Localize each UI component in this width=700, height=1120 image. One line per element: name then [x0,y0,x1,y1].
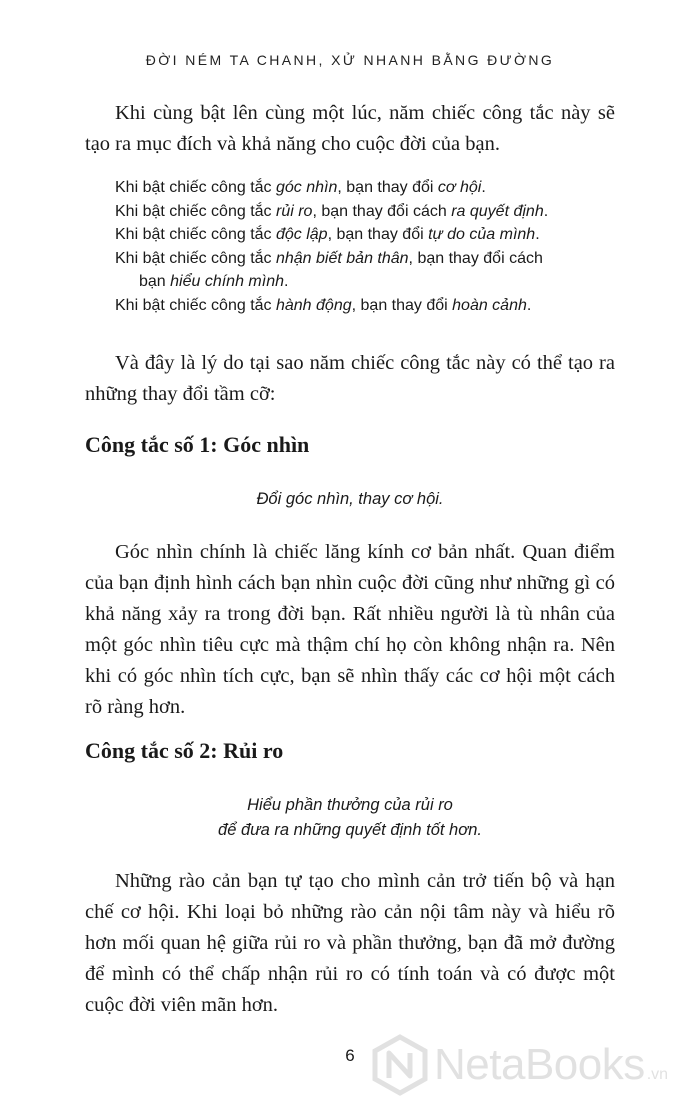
page-number: 6 [345,1046,355,1065]
netabooks-logo-icon [372,1034,428,1096]
switch-list-item: Khi bật chiếc công tắc góc nhìn, bạn thay đổi cơ hội. [115,179,486,196]
switch-list-item: Khi bật chiếc công tắc nhận biết bản thân, bạn thay đổi cách [115,249,543,267]
netabooks-watermark [372,1030,692,1100]
section-2-epigraph [85,793,615,843]
section-2-paragraph-text: Những rào cản bạn tự tạo cho mình cản trở tiến bộ và hạn chế cơ hội. Khi loại bỏ những rào cản nội tâm này và hiểu rõ hơn mối quan hệ giữa rủi ro và phần thưởng, bạn đã mở đường để mình có thể chấp nhận rủi ro có tính toán và có được một cuộc đời viên mãn hơn. [85,870,615,1016]
intro-paragraph [85,98,615,160]
intro-paragraph-text: Khi cùng bật lên cùng một lúc, năm chiếc công tắc này sẽ tạo ra mục đích và khả năng cho cuộc đời của bạn. [85,102,615,155]
section-2-epigraph-line: để đưa ra những quyết định tốt hơn. [218,821,482,839]
switch-list [115,176,625,317]
section-2-heading: Công tắc số 2: Rủi ro [85,738,284,763]
section-2-paragraph [85,866,615,1021]
watermark-brand: NetaBooks [434,1040,645,1089]
running-head: ĐỜI NÉM TA CHANH, XỬ NHANH BẰNG ĐƯỜNG [145,52,555,68]
switch-list-item: Khi bật chiếc công tắc độc lập, bạn thay đổi tự do của mình. [115,226,540,243]
section-1-epigraph: Đổi góc nhìn, thay cơ hội. [256,490,444,508]
switch-list-item: Khi bật chiếc công tắc hành động, bạn thay đổi hoàn cảnh. [115,296,532,314]
switch-list-item: Khi bật chiếc công tắc rủi ro, bạn thay đổi cách ra quyết định. [115,202,549,220]
reason-paragraph [85,348,615,410]
section-1-heading: Công tắc số 1: Góc nhìn [85,432,310,457]
section-2-epigraph-line: Hiểu phần thưởng của rủi ro [247,796,453,814]
switch-list-item-continuation: bạn hiểu chính mình. [139,273,289,290]
watermark-suffix: .vn [646,1066,669,1083]
reason-paragraph-text: Và đây là lý do tại sao năm chiếc công tắc này có thể tạo ra những thay đổi tầm cỡ: [85,352,615,405]
section-1-paragraph [85,537,615,723]
section-1-paragraph-text: Góc nhìn chính là chiếc lăng kính cơ bản nhất. Quan điểm của bạn định hình cách bạn nhìn cuộc đời cũng như những gì có khả năng xảy ra trong đời bạn. Rất nhiều người là tù nhân của một góc nhìn tiêu cực mà thậm chí họ còn không nhận ra. Nên khi có góc nhìn tích cực, bạn sẽ nhìn thấy các cơ hội một cách rõ ràng hơn. [85,541,615,718]
